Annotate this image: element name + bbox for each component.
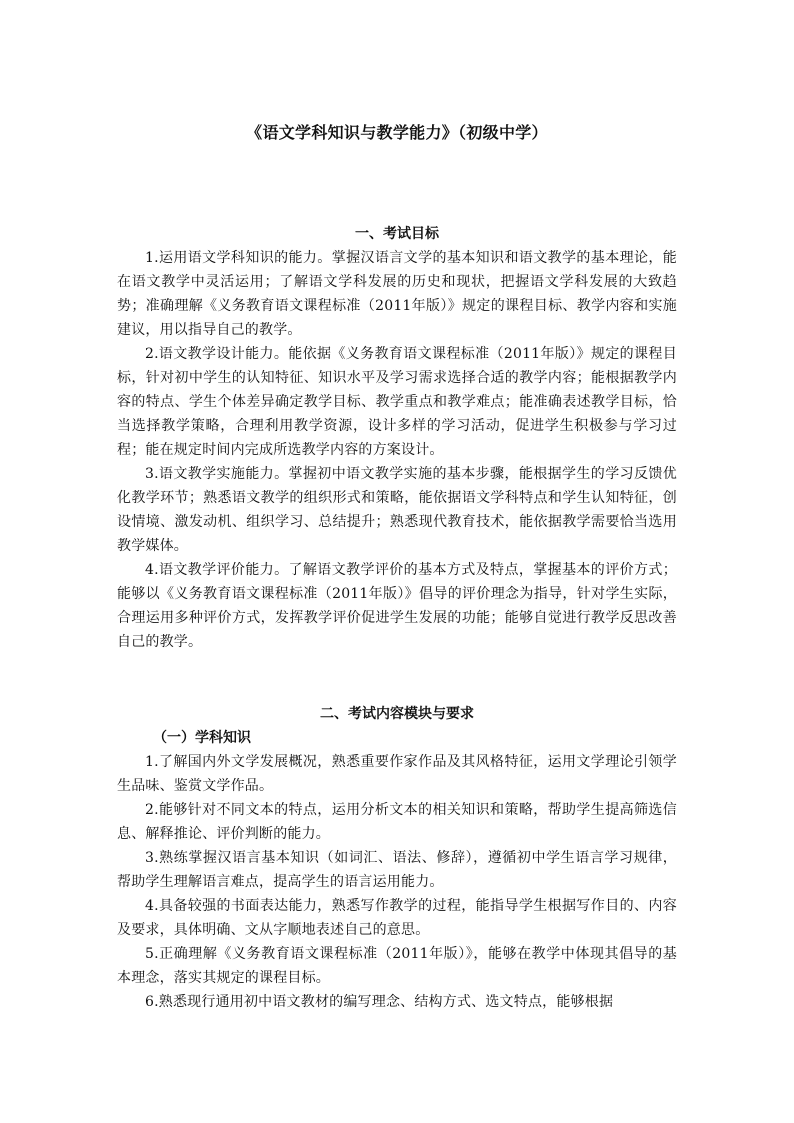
paragraph: 3.语文教学实施能力。掌握初中语文教学实施的基本步骤，能根据学生的学习反馈优化教学环节；熟悉语文教学的组织形式和策略，能依据语文学科特点和学生认知特征，创设情境、激发动机、组织学习、总结提升；熟悉现代教育技术，能依据教学需要恰当选用教学媒体。	[117, 466, 677, 554]
section-exam-content	[117, 702, 677, 1014]
paragraph: 4.具备较强的书面表达能力，熟悉写作教学的过程，能指导学生根据写作目的、内容及要求，具体明确、文从字顺地表述自己的意思。	[117, 898, 677, 938]
paragraph: 1.运用语文学科知识的能力。掌握汉语言文学的基本知识和语文教学的基本理论，能在语文教学中灵活运用；了解语文学科发展的历史和现状，把握语文学科发展的大致趋势；准确理解《义务教育语文课程标准（2011年版）》规定的课程目标、教学内容和实施建议，用以指导自己的教学。	[117, 250, 677, 338]
paragraph: 2.能够针对不同文本的特点，运用分析文本的相关知识和策略，帮助学生提高筛选信息、解释推论、评价判断的能力。	[117, 802, 677, 842]
paragraph: 3.熟练掌握汉语言基本知识（如词汇、语法、修辞），遵循初中学生语言学习规律，帮助学生理解语言难点，提高学生的语言运用能力。	[117, 850, 677, 890]
paragraph: 1.了解国内外文学发展概况，熟悉重要作家作品及其风格特征，运用文学理论引领学生品味、鉴赏文学作品。	[117, 754, 677, 794]
section-heading: 一、考试目标	[355, 226, 439, 242]
section-heading: 二、考试内容模块与要求	[320, 706, 474, 722]
paragraph: 2.语文教学设计能力。能依据《义务教育语文课程标准（2011年版）》规定的课程目标，针对初中学生的认知特征、知识水平及学习需求选择合适的教学内容；能根据教学内容的特点、学生个体差异确定教学目标、教学重点和教学难点；能准确表述教学目标，恰当选择教学策略，合理利用教学资源，设计多样的学习活动，促进学生积极参与学习过程；能在规定时间内完成所选教学内容的方案设计。	[117, 346, 677, 458]
section-exam-objectives	[117, 222, 677, 654]
paragraph: 5.正确理解《义务教育语文课程标准（2011年版）》，能够在教学中体现其倡导的基本理念，落实其规定的课程目标。	[117, 946, 677, 986]
paragraph: 6.熟悉现行通用初中语文教材的编写理念、结构方式、选文特点，能够根据	[145, 994, 614, 1010]
paragraph: 4.语文教学评价能力。了解语文教学评价的基本方式及特点，掌握基本的评价方式；能够以《义务教育语文课程标准（2011年版）》倡导的评价理念为指导，针对学生实际，合理运用多种评价方式，发挥教学评价促进学生发展的功能；能够自觉进行教学反思改善自己的教学。	[117, 562, 677, 650]
sub-heading: （一）学科知识	[153, 730, 251, 746]
document-title: 《语文学科知识与教学能力》（初级中学）	[246, 123, 548, 142]
